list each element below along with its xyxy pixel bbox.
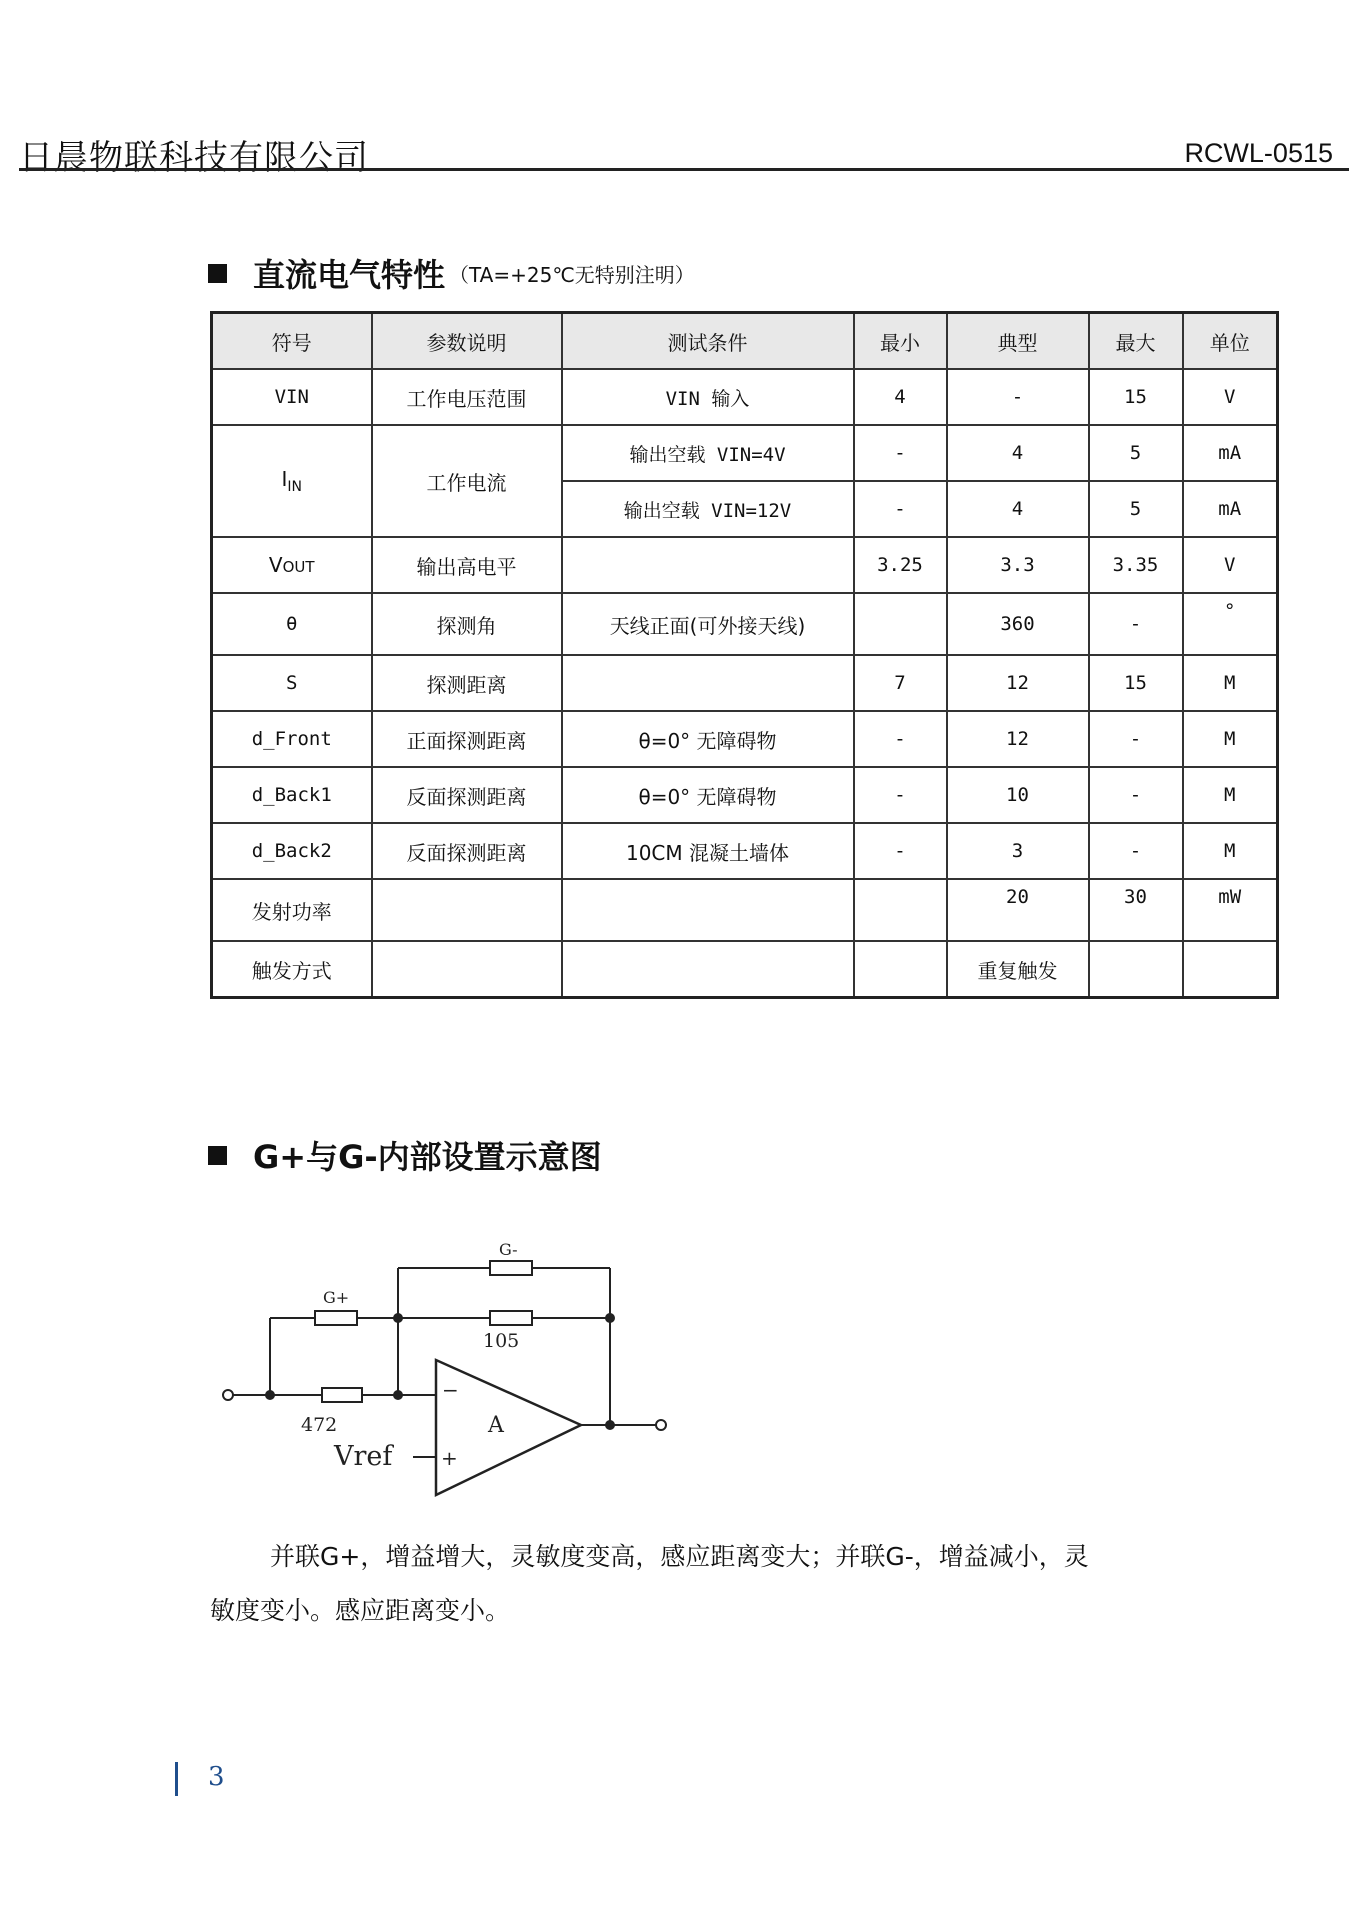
- cell-max: -: [1089, 823, 1183, 879]
- cell-symbol: [212, 537, 372, 593]
- cell-symbol: S: [212, 655, 372, 711]
- header-divider: [19, 168, 1349, 171]
- section-title-text: 直流电气特性: [253, 256, 446, 294]
- table-row: [212, 711, 1278, 767]
- cell-cond: 天线正面(可外接天线): [562, 593, 854, 655]
- square-bullet-icon: [208, 1146, 227, 1165]
- col-header-unit: 单位: [1183, 313, 1278, 370]
- model-number: RCWL-0515: [1184, 138, 1333, 168]
- col-header-symbol: 符号: [212, 313, 372, 370]
- cell-cond: VIN 输入: [562, 369, 854, 425]
- cell-typ: 10: [947, 767, 1089, 823]
- cell-cond: [562, 655, 854, 711]
- cell-symbol: 触发方式: [212, 941, 372, 998]
- cell-unit: M: [1183, 655, 1278, 711]
- cell-symbol: [212, 425, 372, 537]
- label-105: 105: [483, 1330, 520, 1352]
- cell-max: -: [1089, 711, 1183, 767]
- cell-cond: 输出空载 VIN=12V: [562, 481, 854, 537]
- cell-symbol: θ: [212, 593, 372, 655]
- cell-min: 7: [854, 655, 947, 711]
- table-row: [212, 593, 1278, 655]
- resistor-gplus: [315, 1311, 357, 1325]
- cell-desc: 输出高电平: [372, 537, 562, 593]
- cell-unit: [1183, 941, 1278, 998]
- cell-desc: [372, 941, 562, 998]
- cell-desc: 探测角: [372, 593, 562, 655]
- table-row: [212, 537, 1278, 593]
- page-number-bar: [175, 1762, 178, 1796]
- table-row: [212, 425, 1278, 481]
- cell-typ: 4: [947, 481, 1089, 537]
- symbol-main: V: [268, 553, 283, 577]
- cell-symbol: d_Back1: [212, 767, 372, 823]
- cell-desc: 工作电压范围: [372, 369, 562, 425]
- table-header-row: [212, 313, 1278, 370]
- table-row: [212, 941, 1278, 998]
- dc-characteristics-table: [210, 311, 1279, 999]
- square-bullet-icon: [208, 264, 227, 283]
- cell-min: -: [854, 481, 947, 537]
- cell-desc: 反面探测距离: [372, 767, 562, 823]
- cell-cond: θ=0° 无障碍物: [562, 711, 854, 767]
- cell-unit: mA: [1183, 481, 1278, 537]
- cell-typ: 3: [947, 823, 1089, 879]
- cell-symbol: 发射功率: [212, 879, 372, 941]
- junction-dot-icon: [265, 1390, 275, 1400]
- col-header-typ: 典型: [947, 313, 1089, 370]
- cell-desc: 工作电流: [372, 425, 562, 537]
- cell-min: -: [854, 425, 947, 481]
- section-title-circuit: [208, 1132, 602, 1178]
- cell-max: -: [1089, 593, 1183, 655]
- cell-typ: 12: [947, 711, 1089, 767]
- section-title-text: G+与G-内部设置示意图: [253, 1138, 602, 1176]
- cell-min: -: [854, 823, 947, 879]
- cell-unit: °: [1183, 593, 1278, 655]
- paragraph-line-1: 并联G+，增益增大，灵敏度变高，感应距离变大；并联G-，增益减小，灵: [270, 1542, 1089, 1571]
- explanation-paragraph: [210, 1530, 1170, 1638]
- cell-typ: 12: [947, 655, 1089, 711]
- col-header-cond: 测试条件: [562, 313, 854, 370]
- junction-dot-icon: [393, 1313, 403, 1323]
- label-gplus: G+: [323, 1288, 350, 1307]
- table-row: [212, 823, 1278, 879]
- cell-cond: [562, 879, 854, 941]
- symbol-main: I: [281, 467, 288, 491]
- input-terminal-icon: [223, 1390, 233, 1400]
- label-minus-input: −: [442, 1378, 459, 1402]
- cell-typ: 20: [947, 879, 1089, 941]
- cell-symbol: VIN: [212, 369, 372, 425]
- cell-desc: 探测距离: [372, 655, 562, 711]
- cell-max: 5: [1089, 481, 1183, 537]
- cell-unit: V: [1183, 537, 1278, 593]
- section-title-dc: [208, 250, 695, 296]
- cell-cond: 10CM 混凝土墙体: [562, 823, 854, 879]
- resistor-gminus: [490, 1261, 532, 1275]
- cell-cond: [562, 537, 854, 593]
- cell-typ: 重复触发: [947, 941, 1089, 998]
- cell-min: [854, 593, 947, 655]
- cell-cond: θ=0° 无障碍物: [562, 767, 854, 823]
- section-title-note: （TA=+25℃无特别注明）: [449, 262, 695, 287]
- cell-unit: M: [1183, 823, 1278, 879]
- cell-max: 5: [1089, 425, 1183, 481]
- page-number: 3: [208, 1762, 225, 1792]
- symbol-subscript: IN: [287, 479, 302, 495]
- table-row: [212, 767, 1278, 823]
- table-row: [212, 369, 1278, 425]
- cell-min: [854, 879, 947, 941]
- col-header-desc: 参数说明: [372, 313, 562, 370]
- junction-dot-icon: [605, 1313, 615, 1323]
- cell-min: 4: [854, 369, 947, 425]
- cell-unit: V: [1183, 369, 1278, 425]
- resistor-472: [322, 1388, 362, 1402]
- label-plus-input: +: [441, 1446, 458, 1470]
- cell-desc: [372, 879, 562, 941]
- cell-max: 3.35: [1089, 537, 1183, 593]
- label-472: 472: [301, 1414, 338, 1436]
- cell-max: -: [1089, 767, 1183, 823]
- junction-dot-icon: [393, 1390, 403, 1400]
- paragraph-line-2: 敏度变小。感应距离变小。: [210, 1596, 511, 1625]
- junction-dot-icon: [605, 1420, 615, 1430]
- cell-cond: 输出空载 VIN=4V: [562, 425, 854, 481]
- cell-unit: mW: [1183, 879, 1278, 941]
- label-vref: Vref: [334, 1441, 393, 1472]
- col-header-max: 最大: [1089, 313, 1183, 370]
- cell-symbol: d_Front: [212, 711, 372, 767]
- cell-min: -: [854, 767, 947, 823]
- cell-cond: [562, 941, 854, 998]
- cell-max: 30: [1089, 879, 1183, 941]
- cell-typ: 360: [947, 593, 1089, 655]
- gain-circuit-diagram: [210, 1225, 690, 1505]
- cell-typ: 3.3: [947, 537, 1089, 593]
- cell-desc: 正面探测距离: [372, 711, 562, 767]
- cell-typ: 4: [947, 425, 1089, 481]
- table-row: [212, 879, 1278, 941]
- cell-unit: M: [1183, 711, 1278, 767]
- cell-max: 15: [1089, 655, 1183, 711]
- paragraph-line: [210, 1530, 1170, 1584]
- cell-unit: mA: [1183, 425, 1278, 481]
- table-row: [212, 655, 1278, 711]
- label-amp: A: [488, 1413, 504, 1438]
- cell-min: -: [854, 711, 947, 767]
- cell-unit: M: [1183, 767, 1278, 823]
- cell-max: [1089, 941, 1183, 998]
- label-gminus: G-: [499, 1240, 518, 1259]
- company-name: 日晨物联科技有限公司: [19, 138, 369, 178]
- symbol-rest: OUT: [282, 558, 315, 576]
- cell-min: [854, 941, 947, 998]
- output-terminal-icon: [656, 1420, 666, 1430]
- col-header-min: 最小: [854, 313, 947, 370]
- resistor-105: [490, 1311, 532, 1325]
- cell-max: 15: [1089, 369, 1183, 425]
- cell-symbol: d_Back2: [212, 823, 372, 879]
- cell-min: 3.25: [854, 537, 947, 593]
- cell-desc: 反面探测距离: [372, 823, 562, 879]
- cell-typ: -: [947, 369, 1089, 425]
